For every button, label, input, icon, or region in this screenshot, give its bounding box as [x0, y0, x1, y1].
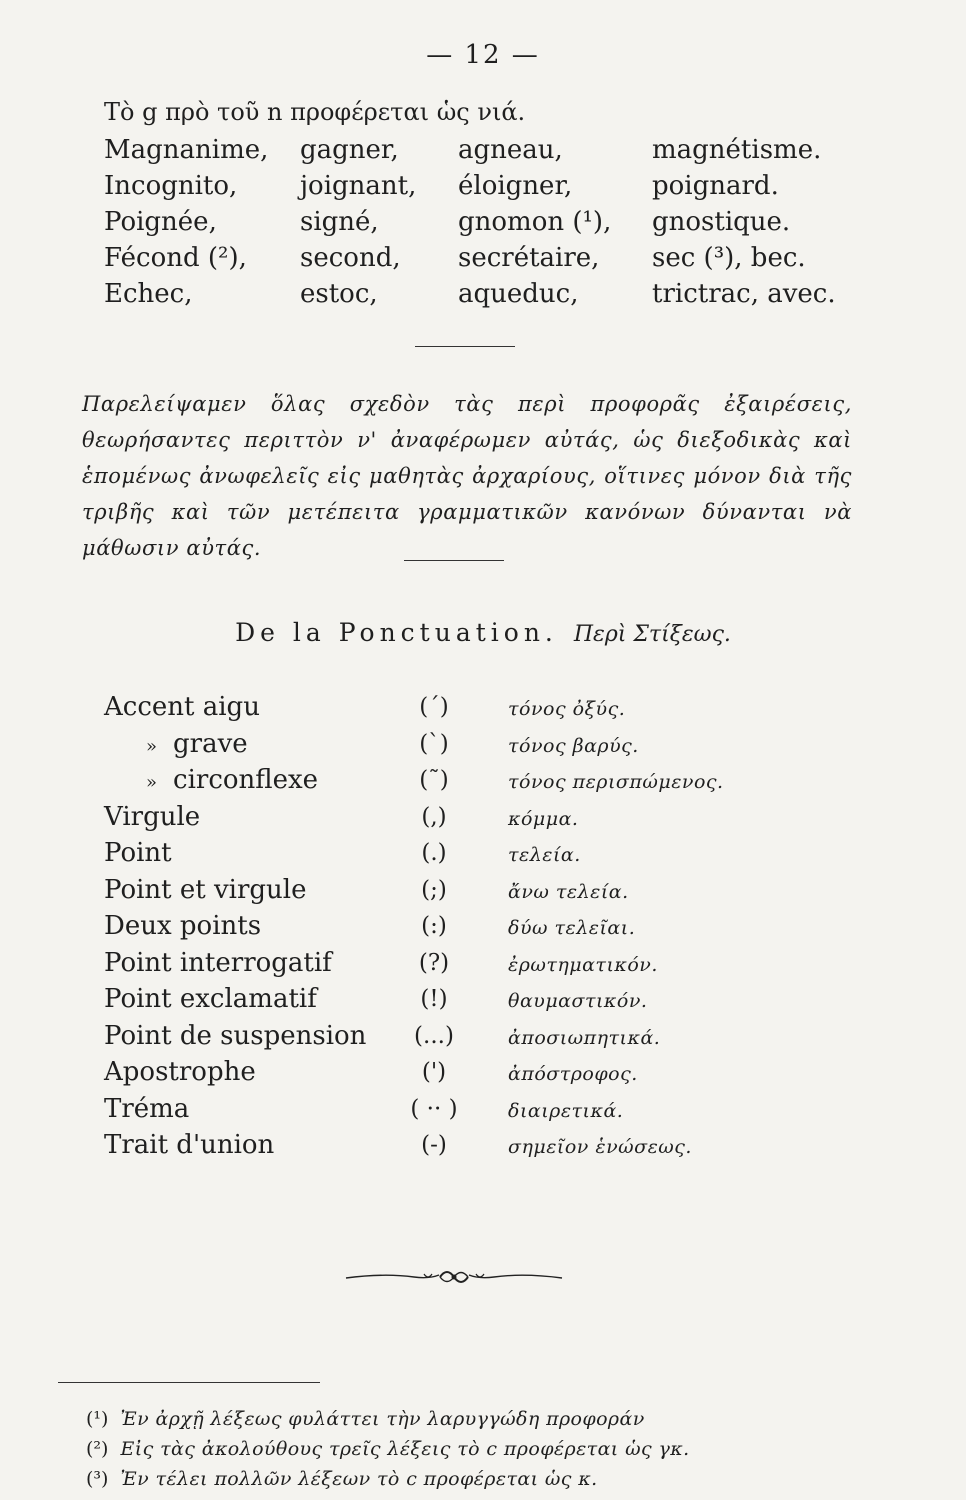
- word-cell: Echec,: [104, 279, 193, 309]
- punctuation-row: [104, 1021, 804, 1058]
- mark-symbol: ('): [421, 1059, 447, 1085]
- word-cell: gagner,: [300, 135, 399, 165]
- punctuation-row: [104, 1094, 804, 1131]
- word-cell: joignant,: [300, 171, 417, 201]
- mark-name: » circonflexe: [146, 765, 319, 795]
- word-row: [104, 240, 864, 276]
- word-cell: Incognito,: [104, 171, 238, 201]
- word-cell: second,: [300, 243, 401, 273]
- mark-symbol: (;): [421, 876, 447, 903]
- ornament-divider-icon: [344, 1265, 564, 1289]
- word-cell: Fécond (²),: [104, 243, 247, 273]
- mark-symbol: (-): [421, 1132, 447, 1158]
- mark-greek-name: ἐρωτηματικόν.: [508, 953, 658, 976]
- mark-name: Trait d'union: [104, 1130, 275, 1160]
- section-title-french: De la Ponctuation.: [235, 618, 558, 647]
- word-cell: signé,: [300, 207, 379, 237]
- mark-name: Point: [104, 838, 172, 868]
- mark-name: Point interrogatif: [104, 947, 332, 978]
- footnote-text: Εἰς τὰς ἀκολούθους τρεῖς λέξεις τὸ c προφέρεται ὡς γκ.: [120, 1438, 690, 1460]
- page-number: — 12 —: [426, 40, 540, 70]
- word-cell: aqueduc,: [458, 279, 579, 309]
- word-cell: poignard.: [652, 171, 779, 201]
- mark-name: Point et virgule: [104, 874, 307, 905]
- word-cell: éloigner,: [458, 171, 573, 201]
- intro-line: Τὸ g πρὸ τοῦ n προφέρεται ὡς νιά.: [104, 98, 526, 126]
- word-row: [104, 132, 864, 168]
- punctuation-row: [104, 984, 804, 1021]
- word-cell: sec (³), bec.: [652, 243, 806, 273]
- ditto-mark: »: [146, 735, 158, 757]
- mark-symbol: (?): [418, 949, 450, 976]
- mark-greek-name: τόνος ὀξύς.: [508, 698, 626, 720]
- mark-greek-name: σημεῖον ἑνώσεως.: [508, 1136, 692, 1158]
- punctuation-row: [104, 875, 804, 912]
- ditto-mark: »: [146, 772, 158, 793]
- mark-symbol: (...): [414, 1022, 454, 1049]
- footnote-rule: [58, 1382, 320, 1383]
- footnote-mark: (¹): [86, 1408, 109, 1430]
- mark-symbol: (´): [419, 694, 449, 720]
- footnote: [86, 1464, 886, 1494]
- punctuation-row: [104, 692, 804, 729]
- word-cell: magnétisme.: [652, 135, 822, 165]
- mark-greek-name: ἀπόστροφος.: [508, 1063, 638, 1085]
- mark-greek-name: τόνος περισπώμενος.: [508, 771, 724, 793]
- mark-symbol: ( ·· ): [410, 1095, 458, 1122]
- footnote: [86, 1404, 886, 1434]
- mark-greek-name: διαιρετικά.: [508, 1099, 624, 1122]
- word-cell: Poignée,: [104, 207, 217, 237]
- mark-name: » grave: [146, 728, 248, 759]
- punctuation-row: [104, 729, 804, 766]
- section-title: [0, 618, 966, 647]
- footnotes: [86, 1404, 886, 1494]
- mark-name: Virgule: [104, 801, 201, 832]
- divider-rule: [404, 560, 504, 561]
- punctuation-row: [104, 1057, 804, 1094]
- word-cell: Magnanime,: [104, 135, 269, 165]
- mark-greek-name: τελεία.: [508, 844, 581, 866]
- word-cell: secrétaire,: [458, 243, 600, 273]
- mark-symbol: (˜): [419, 767, 449, 793]
- footnote-text: Ἐν τέλει πολλῶν λέξεων τὸ c προφέρεται ὡς κ.: [120, 1468, 598, 1490]
- mark-name: Apostrophe: [104, 1057, 256, 1087]
- punctuation-row: [104, 948, 804, 985]
- word-cell: estoc,: [300, 279, 378, 309]
- mark-symbol: (.): [421, 840, 447, 866]
- section-title-greek: Περὶ Στίξεως.: [573, 622, 731, 647]
- mark-symbol: (,): [421, 803, 447, 830]
- footnote: [86, 1434, 886, 1464]
- footnote-mark: (³): [86, 1468, 109, 1490]
- mark-name: Tréma: [104, 1093, 190, 1124]
- mark-greek-name: δύω τελεῖαι.: [508, 917, 636, 939]
- word-row: [104, 276, 864, 312]
- mark-symbol: (!): [420, 986, 448, 1012]
- mark-name: Accent aigu: [104, 692, 260, 722]
- mark-greek-name: θαυμαστικόν.: [508, 990, 648, 1012]
- mark-name: Point de suspension: [104, 1020, 367, 1051]
- footnote-mark: (²): [86, 1438, 109, 1460]
- word-cell: agneau,: [458, 135, 563, 165]
- punctuation-table: [104, 692, 804, 1167]
- word-row: [104, 168, 864, 204]
- mark-symbol: (`): [419, 730, 449, 757]
- mark-symbol: (:): [421, 913, 447, 939]
- greek-note-paragraph: Παρελείψαμεν ὅλας σχεδὸν τὰς περὶ προφορᾶς ἐξαιρέσεις, θεωρήσαντες περιττὸν ν' ἀναφέρωμεν αὐτάς, ὡς διεξοδικὰς καὶ ἑπομένως ἀνωφελεῖς εἰς μαθητὰς ἀρχαρίους, οἵτινες μόνον διὰ τῆς τριβῆς καὶ τῶν μετέπειτα γραμματικῶν κανόνων δύνανται νὰ μάθωσιν αὐτάς.: [82, 392, 852, 560]
- word-cell: gnomon (¹),: [458, 207, 612, 237]
- example-word-grid: [104, 132, 864, 312]
- mark-name: Deux points: [104, 911, 262, 941]
- mark-greek-name: ἄνω τελεία.: [508, 880, 629, 903]
- mark-greek-name: τόνος βαρύς.: [508, 734, 639, 757]
- punctuation-row: [104, 802, 804, 839]
- word-row: [104, 204, 864, 240]
- word-cell: trictrac, avec.: [652, 279, 836, 309]
- punctuation-row: [104, 838, 804, 875]
- mark-greek-name: κόμμα.: [508, 807, 579, 830]
- punctuation-row: [104, 765, 804, 802]
- divider-rule: [415, 346, 515, 347]
- punctuation-row: [104, 1130, 804, 1167]
- punctuation-row: [104, 911, 804, 948]
- mark-name: Point exclamatif: [104, 984, 317, 1014]
- word-cell: gnostique.: [652, 207, 791, 237]
- footnote-text: Ἐν ἀρχῇ λέξεως φυλάττει τὴν λαρυγγώδη προφοράν: [120, 1408, 645, 1430]
- mark-greek-name: ἀποσιωπητικά.: [508, 1026, 661, 1049]
